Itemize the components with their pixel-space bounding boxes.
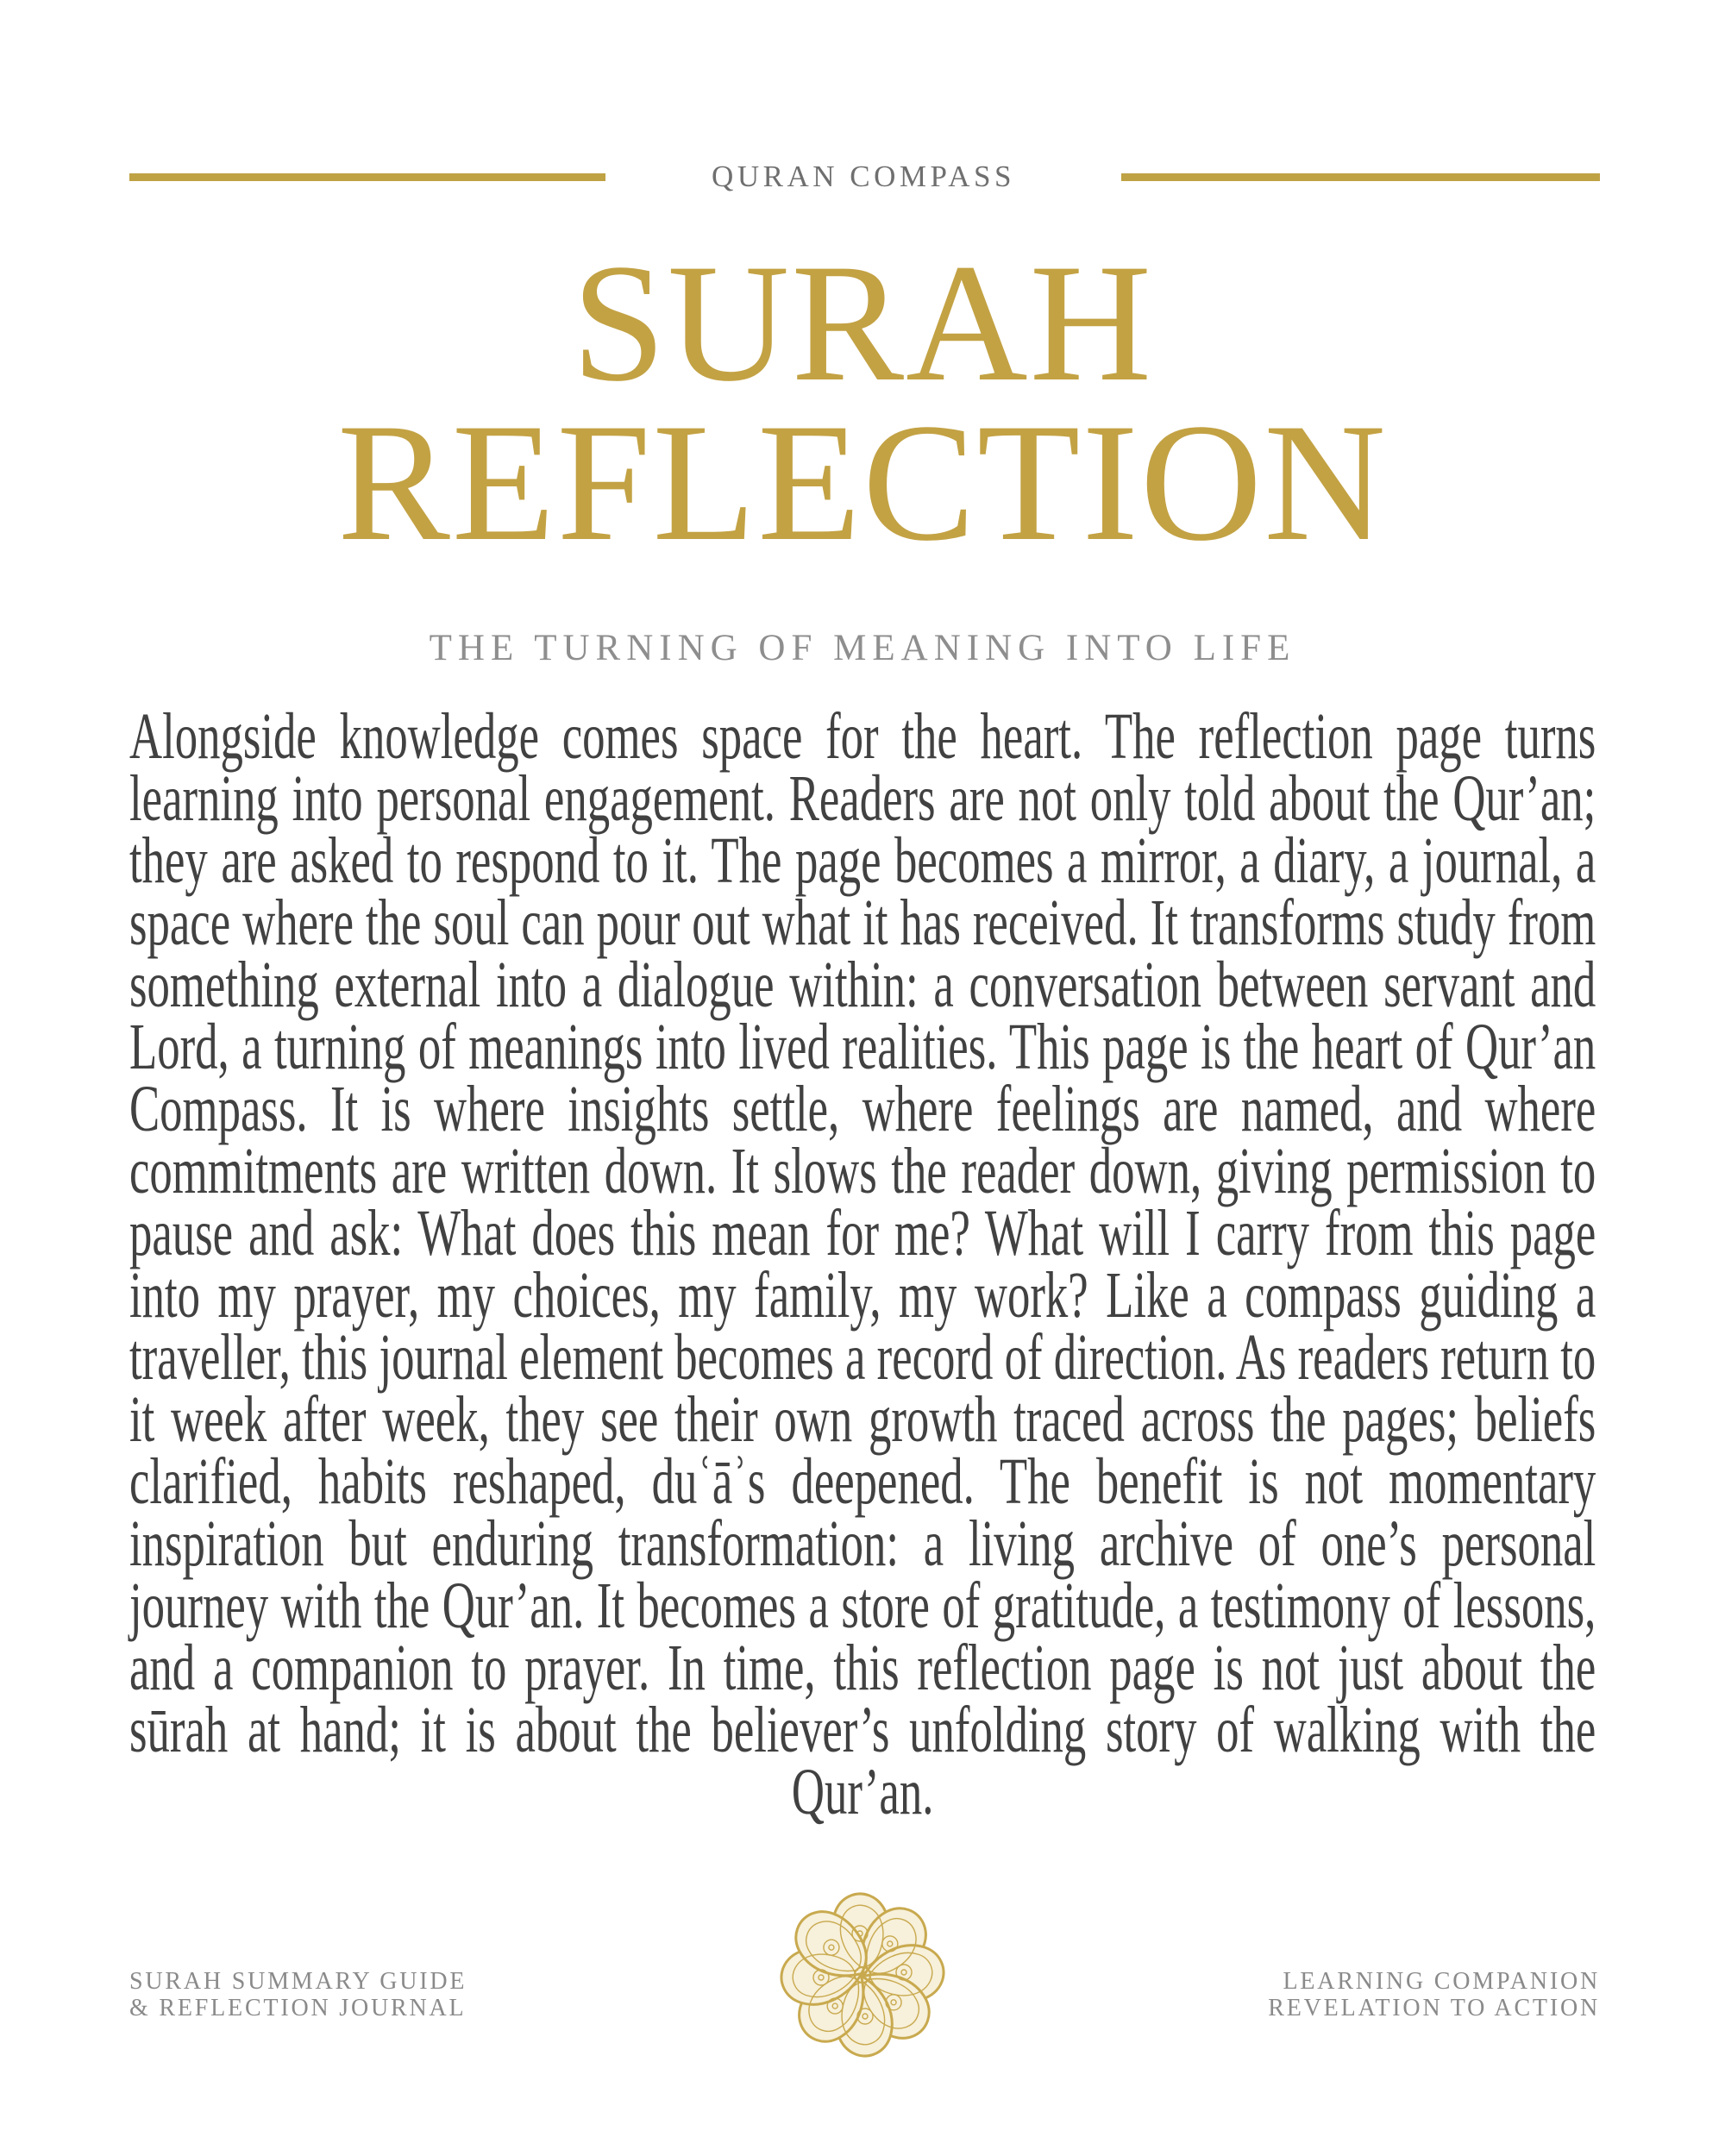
brand-text: QURAN COMPASS [712, 160, 1015, 193]
footer-left-caption [129, 1968, 467, 2021]
subtitle: THE TURNING OF MEANING INTO LIFE [429, 628, 1296, 668]
body-paragraph: Alongside knowledge comes space for the heart. The reflection page turns learning into personal engagement. Readers are not only told about the Qur’an; they are asked to respond to it. The page becomes a mirror, a diary, a journal, a space where the soul can pour out what it has received. It transforms study from something external into a dialogue within: a conversation between servant and Lord, a turning of meanings into lived realities. This page is the heart of Qur’an Compass. It is where insights settle, where feelings are named, and where commitments are written down. It slows the reader down, giving permission to pause and ask: What does this mean for me? What will I carry from this page into my prayer, my choices, my family, my work? Like a compass guiding a traveller, this journal element becomes a record of direction. As readers return to it week after week, they see their own growth traced across the pages; beliefs clarified, habits reshaped, duʿāʾs deepened. The benefit is not momentary inspiration but enduring transformation: a living archive of one’s personal journey with the Qur’an. It becomes a store of gratitude, a testimony of lessons, and a companion to prayer. In time, this reflection page is not just about the sūrah at hand; it is about the believer’s unfolding story of walking with the Qur’an. [129, 700, 1596, 1828]
title-line-2: REFLECTION [337, 389, 1388, 576]
footer-right-caption [1268, 1968, 1600, 2021]
right-gold-rule [1121, 173, 1600, 181]
left-gold-rule [129, 173, 605, 181]
footer-left-line-1: SURAH SUMMARY GUIDE [129, 1968, 467, 1995]
page-title [0, 229, 1725, 576]
footer-right-line-1: LEARNING COMPANION [1283, 1968, 1600, 1995]
footer-right-line-2: REVELATION TO ACTION [1268, 1995, 1600, 2021]
floral-rosette-ornament-icon [776, 1889, 949, 2061]
title-line-1: SURAH [571, 229, 1154, 417]
brand-header [129, 155, 1600, 198]
footer-left-line-2: & REFLECTION JOURNAL [129, 1995, 467, 2021]
